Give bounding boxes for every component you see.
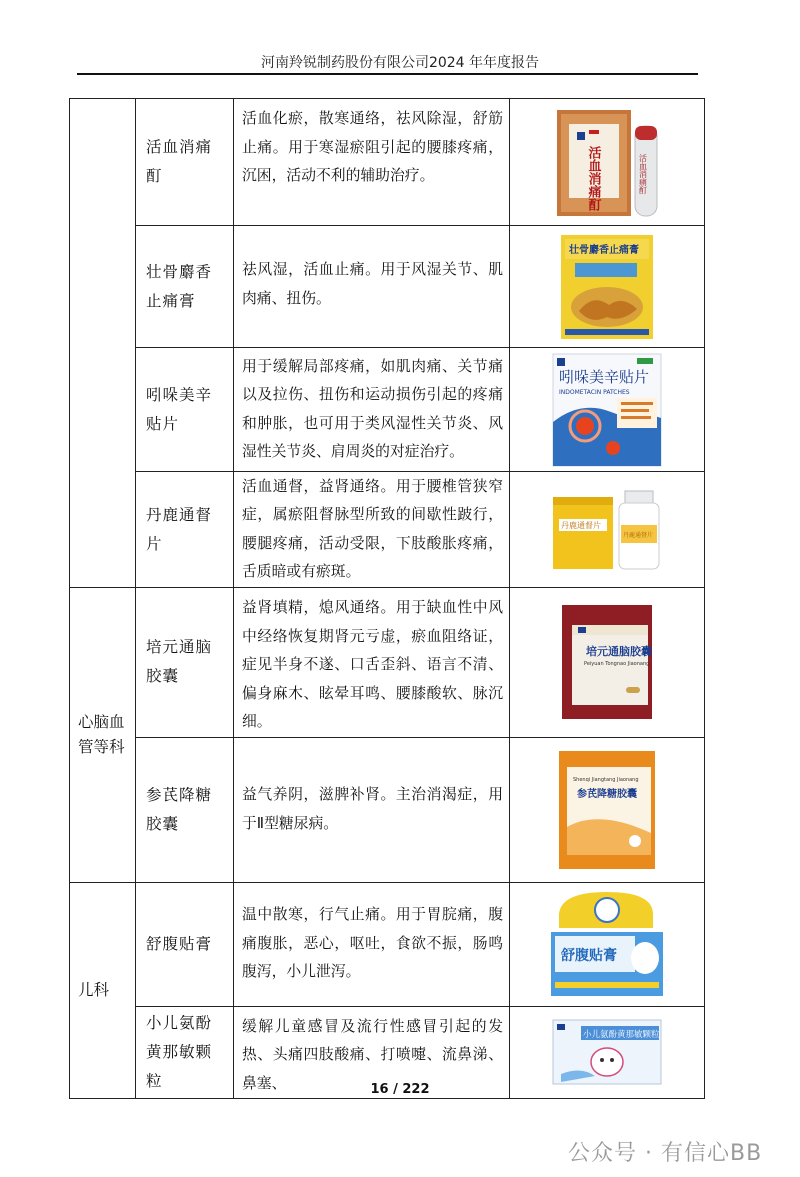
bottle-label: 丹鹿通督片 xyxy=(623,531,654,539)
product-image-cell xyxy=(510,226,705,348)
product-image-cell xyxy=(510,588,705,738)
product-image-cell xyxy=(510,348,705,472)
product-description: 活血通督，益肾通络。用于腰椎管狭窄症，属瘀阻督脉型所致的间歇性跛行，腰腿疼痛，活动受限，下肢酸胀疼痛，舌质暗或有瘀斑。 xyxy=(234,472,510,588)
pack-sublabel: Peiyuan Tongnao Jiaonang xyxy=(584,661,650,668)
product-package-image xyxy=(558,603,656,721)
pack-sublabel: INDOMETACIN PATCHES xyxy=(559,388,630,396)
table-row xyxy=(70,226,705,348)
product-package-image xyxy=(549,487,665,573)
product-image-cell xyxy=(510,882,705,1006)
category-cell: 心脑血管等科 xyxy=(70,588,136,883)
pack-label: 活血消痛酊 xyxy=(585,146,601,211)
product-name: 舒腹贴膏 xyxy=(136,882,234,1006)
product-description: 缓解儿童感冒及流行性感冒引起的发热、头痛四肢酸痛、打喷嚏、流鼻涕、鼻塞、 xyxy=(234,1006,510,1099)
pack-label: 丹鹿通督片 xyxy=(561,520,601,530)
product-description: 祛风湿，活血止痛。用于风湿关节、肌肉痛、扭伤。 xyxy=(234,226,510,348)
table-row xyxy=(70,737,705,882)
report-header: 河南羚锐制药股份有限公司2024 年年度报告 xyxy=(260,55,540,71)
product-name: 培元通脑胶囊 xyxy=(136,588,234,738)
product-table xyxy=(69,98,705,1099)
pack-label: 参芪降糖胶囊 xyxy=(577,788,637,800)
category-cell xyxy=(70,99,136,588)
watermark xyxy=(568,1136,762,1167)
product-name: 壮骨麝香止痛膏 xyxy=(136,226,234,348)
product-name: 丹鹿通督片 xyxy=(136,472,234,588)
product-package-image xyxy=(557,231,657,343)
product-package-image xyxy=(551,352,663,468)
product-description: 益气养阴，滋脾补肾。主治消渴症，用于Ⅱ型糖尿病。 xyxy=(234,737,510,882)
product-image-cell xyxy=(510,99,705,226)
product-description: 益肾填精，熄风通络。用于缺血性中风中经络恢复期肾元亏虚，瘀血阻络证，症见半身不遂、口舌歪斜、语言不清、偏身麻木、眩晕耳鸣、腰膝酸软、脉沉细。 xyxy=(234,588,510,738)
product-name: 吲哚美辛贴片 xyxy=(136,348,234,472)
product-name: 参芪降糖胶囊 xyxy=(136,737,234,882)
page-number: 16 / 222 xyxy=(370,1082,430,1097)
pack-label: 舒腹贴膏 xyxy=(561,948,617,964)
pack-label: 培元通脑胶囊 xyxy=(586,645,652,659)
product-package-image xyxy=(555,747,659,873)
product-name: 小儿氨酚黄那敏颗粒 xyxy=(136,1006,234,1099)
table-row xyxy=(70,588,705,738)
pack-label: 壮骨麝香止痛膏 xyxy=(569,244,639,256)
pack-small-print: Shenqi Jiangtang Jiaonang xyxy=(573,776,639,783)
product-image-cell xyxy=(510,737,705,882)
product-description: 用于缓解局部疼痛，如肌肉痛、关节痛以及拉伤、扭伤和运动损伤引起的疼痛和肿胀，也可用于类风湿性关节炎、风湿性关节炎、肩周炎的对症治疗。 xyxy=(234,348,510,472)
pack-label: 小儿氨酚黄那敏颗粒 xyxy=(583,1030,660,1041)
product-description: 活血化瘀，散寒通络，祛风除湿，舒筋止痛。用于寒湿瘀阻引起的腰膝疼痛，沉困，活动不利的辅助治疗。 xyxy=(234,99,510,226)
watermark-text: 公众号 · 有信心BB xyxy=(568,1141,763,1166)
category-cell: 儿科 xyxy=(70,882,136,1099)
product-package-image xyxy=(549,888,665,1000)
bottle-label: 活血消痛酊 xyxy=(638,154,648,194)
product-image-cell xyxy=(510,472,705,588)
table-row xyxy=(70,472,705,588)
header-divider xyxy=(77,73,698,75)
table-row xyxy=(70,348,705,472)
product-name: 活血消痛酊 xyxy=(136,99,234,226)
table-row xyxy=(70,99,705,226)
product-description: 温中散寒，行气止痛。用于胃脘痛，腹痛腹胀，恶心，呕吐，食欲不振，肠鸣腹泻，小儿泄泻。 xyxy=(234,882,510,1006)
pack-label: 吲哚美辛贴片 xyxy=(559,367,650,386)
table-row xyxy=(70,882,705,1006)
product-package-image xyxy=(555,104,659,220)
product-package-image xyxy=(551,1018,663,1086)
